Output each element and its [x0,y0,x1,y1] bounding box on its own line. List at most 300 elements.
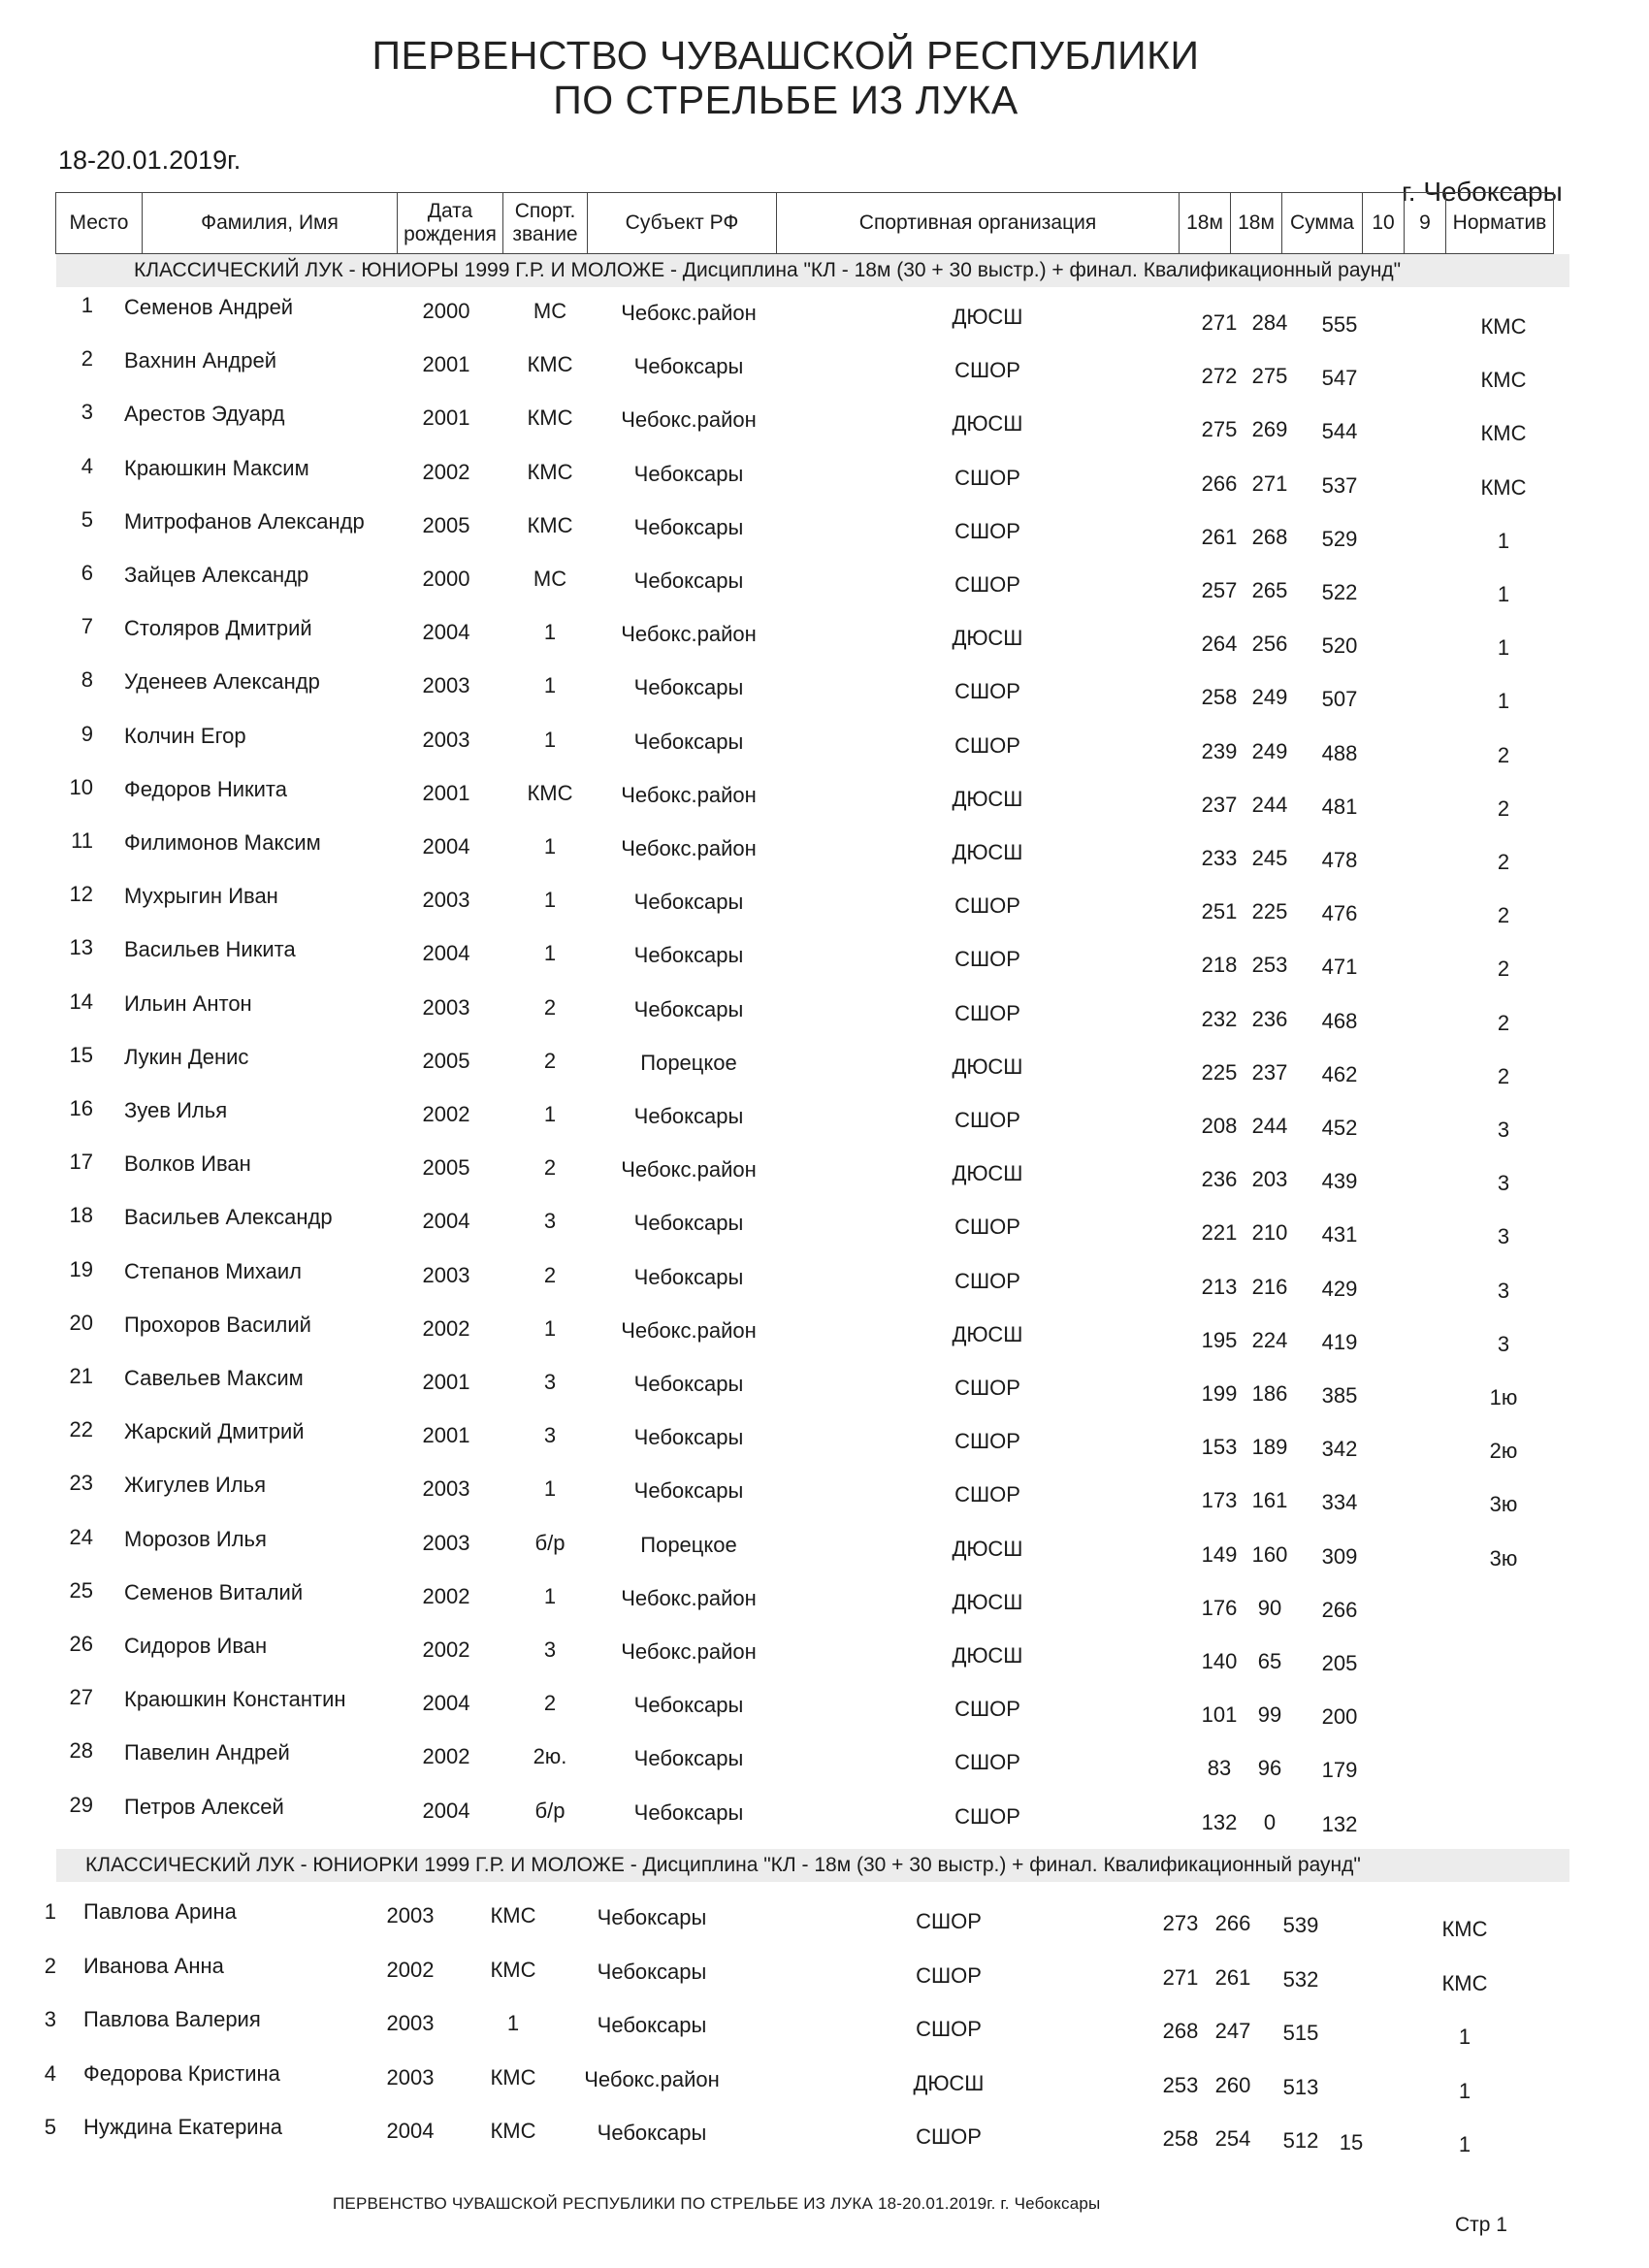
cell-place: 6 [81,561,93,585]
cell-year: 2004 [386,2119,435,2143]
cell-sum: 419 [1321,1329,1358,1354]
cell-score1: 257 [1201,578,1238,602]
cell-score1: 273 [1162,1911,1199,1935]
table-row [0,346,1649,393]
cell-sum: 555 [1321,312,1358,337]
cell-name: Иванова Анна [83,1953,224,1978]
header-nines: 9 [1405,193,1446,254]
cell-place: 11 [71,828,93,853]
results-table-header [55,192,1554,254]
cell-year: 2001 [422,405,470,431]
header-score2: 18м [1231,193,1282,254]
cell-year: 2005 [422,1155,470,1181]
cell-rank: КМС [490,2064,536,2090]
cell-norm: 3 [1497,1224,1510,1249]
cell-org: СШОР [954,465,1020,490]
cell-rank: 2 [543,1155,557,1181]
cell-subject: Чебоксары [633,1746,744,1771]
cell-norm: 3ю [1489,1545,1518,1571]
cell-place: 20 [69,1310,93,1335]
cell-year: 2002 [386,1957,435,1982]
page-footer: ПЕРВЕНСТВО ЧУВАШСКОЙ РЕСПУБЛИКИ ПО СТРЕЛЬБЕ ИЗ ЛУКА 18-20.01.2019г. г. Чебоксары [333,2194,1101,2213]
cell-year: 2002 [422,1102,470,1126]
cell-year: 2000 [422,299,470,323]
cell-year: 2004 [422,941,470,966]
cell-norm: 1 [1497,528,1510,553]
cell-subject: Порецкое [640,1050,737,1075]
cell-score1: 236 [1201,1167,1238,1192]
cell-subject: Чебоксары [633,1693,744,1718]
cell-norm: 3 [1497,1118,1510,1142]
cell-norm: КМС [1441,1970,1488,1995]
cell-rank: 1 [543,941,557,966]
cell-score1: 271 [1162,1964,1199,1990]
cell-score2: 189 [1251,1435,1288,1460]
cell-subject: Порецкое [640,1532,737,1557]
cell-name: Федорова Кристина [83,2060,280,2086]
cell-subject: Чебоксары [597,2121,707,2145]
table-row [0,774,1649,821]
cell-score1: 264 [1201,632,1238,657]
cell-year: 2001 [422,1370,470,1394]
header-norm: Норматив [1446,193,1554,254]
cell-score1: 271 [1201,310,1238,335]
cell-org: ДЮСШ [952,1536,1023,1561]
cell-sum: 462 [1321,1061,1358,1086]
cell-year: 2002 [422,459,470,484]
cell-year: 2003 [422,1476,470,1502]
cell-score2: 261 [1214,1964,1251,1990]
cell-rank: 1 [543,1102,557,1126]
cell-subject: Чебоксары [633,514,744,539]
cell-sum: 476 [1321,901,1358,926]
cell-sum: 488 [1321,740,1358,765]
cell-year: 2003 [422,727,470,752]
cell-name: Петров Алексей [124,1794,284,1819]
table-row [0,1954,1649,1993]
cell-sum: 520 [1321,633,1358,659]
cell-norm: 1 [1458,2078,1471,2103]
cell-org: ДЮСШ [952,411,1023,437]
cell-org: СШОР [954,572,1020,597]
cell-score2: 247 [1214,2019,1251,2043]
cell-score1: 195 [1201,1327,1238,1352]
cell-place: 8 [81,667,93,693]
cell-place: 29 [69,1792,93,1817]
cell-org: СШОР [954,1268,1020,1293]
cell-sum: 179 [1321,1758,1358,1783]
cell-org: СШОР [954,1803,1020,1829]
cell-place: 5 [44,2115,56,2139]
cell-place: 3 [44,2007,56,2031]
cell-rank: 2 [543,1048,557,1073]
cell-place: 16 [69,1096,93,1120]
cell-year: 2001 [422,780,470,805]
header-place: Место [56,193,143,254]
cell-place: 15 [69,1042,93,1067]
cell-name: Павелин Андрей [124,1740,290,1766]
cell-year: 2002 [422,1315,470,1341]
cell-year: 2005 [422,1048,470,1073]
cell-rank: 1 [543,1315,557,1341]
cell-org: СШОР [954,1429,1020,1454]
cell-score1: 225 [1201,1059,1238,1085]
cell-year: 2003 [422,1530,470,1555]
cell-rank: 1 [506,2011,520,2035]
table-row [0,2060,1649,2103]
cell-sum: 544 [1321,419,1358,444]
cell-score2: 260 [1214,2072,1251,2097]
cell-org: ДЮСШ [952,305,1023,329]
cell-name: Колчин Егор [124,723,246,748]
cell-score1: 266 [1201,470,1238,496]
cell-year: 2000 [422,567,470,591]
cell-name: Семенов Виталий [124,1579,304,1604]
cell-org: СШОР [916,2017,982,2041]
cell-name: Павлова Арина [83,1899,237,1924]
cell-name: Васильев Никита [124,937,296,962]
cell-score1: 261 [1201,524,1238,549]
header-score1: 18м [1180,193,1231,254]
cell-rank: КМС [490,1957,536,1982]
table-row [0,828,1649,874]
cell-name: Лукин Денис [124,1044,249,1069]
cell-norm: 2 [1497,1010,1510,1035]
cell-place: 23 [69,1471,93,1496]
cell-place: 17 [69,1150,93,1175]
cell-subject: Чебоксары [633,675,744,700]
cell-score1: 208 [1201,1114,1238,1138]
cell-year: 2002 [422,1637,470,1662]
cell-org: ДЮСШ [952,1053,1023,1079]
cell-org: ДЮСШ [952,626,1023,651]
cell-sum: 522 [1321,580,1358,604]
cell-sum: 537 [1321,472,1358,498]
cell-place: 3 [81,400,93,425]
cell-org: ДЮСШ [952,1161,1023,1186]
cell-norm: 1 [1497,635,1510,661]
cell-norm: 3ю [1489,1492,1518,1517]
cell-score1: 218 [1201,953,1238,978]
cell-norm: 2 [1497,850,1510,874]
cell-norm: 1 [1497,582,1510,606]
cell-sum: 539 [1282,1913,1319,1937]
cell-rank: 3 [543,1423,557,1448]
cell-year: 2004 [422,1209,470,1234]
cell-subject: Чебокс.район [621,1157,757,1183]
cell-score1: 258 [1162,2126,1199,2151]
cell-score1: 153 [1201,1435,1238,1460]
cell-year: 2003 [422,994,470,1020]
cell-norm: 2 [1497,742,1510,767]
cell-score2: 90 [1257,1595,1282,1620]
cell-place: 4 [44,2060,56,2086]
cell-name: Мухрыгин Иван [124,884,278,909]
cell-rank: МС [533,299,567,323]
cell-sum: 200 [1321,1704,1358,1730]
cell-rank: 1 [543,1476,557,1502]
cell-sum: 512 [1282,2128,1319,2153]
cell-name: Савельев Максим [124,1366,304,1390]
cell-rank: 2 [543,1691,557,1716]
cell-sum: 429 [1321,1276,1358,1301]
table-row [0,2007,1649,2049]
cell-name: Митрофанов Александр [124,508,365,534]
cell-score2: 244 [1251,792,1288,817]
cell-name: Степанов Михаил [124,1258,303,1283]
cell-name: Столяров Дмитрий [124,616,312,641]
cell-norm: КМС [1441,1917,1488,1941]
cell-norm: КМС [1480,314,1527,339]
cell-norm: 3 [1497,1331,1510,1356]
cell-score1: 258 [1201,685,1238,710]
cell-year: 2001 [422,1423,470,1448]
cell-rank: 3 [543,1370,557,1394]
cell-score2: 225 [1251,899,1288,924]
cell-score2: 186 [1251,1381,1288,1406]
table-row [0,1417,1649,1464]
section-title-juniors: КЛАССИЧЕСКИЙ ЛУК - ЮНИОРЫ 1999 Г.Р. И МОЛОЖЕ - Дисциплина "КЛ - 18м (30 + 30 выстр.) + финал. Квалификационный раунд" [56,254,1569,287]
cell-year: 2005 [422,512,470,537]
cell-rank: 3 [543,1637,557,1662]
cell-rank: 2 [543,994,557,1020]
cell-sum: 132 [1321,1811,1358,1836]
cell-norm: 2 [1497,795,1510,821]
cell-subject: Чебокс.район [621,1585,757,1610]
cell-norm: 2 [1497,1063,1510,1088]
cell-subject: Чебоксары [597,2013,707,2037]
cell-name: Зуев Илья [124,1098,228,1122]
cell-norm: КМС [1480,474,1527,500]
cell-norm: 2 [1497,903,1510,928]
cell-name: Сидоров Иван [124,1634,268,1658]
table-row [0,1738,1649,1783]
cell-score1: 251 [1201,899,1238,924]
cell-sum: 205 [1321,1651,1358,1675]
cell-score1: 132 [1201,1809,1238,1834]
cell-subject: Чебоксары [597,1959,707,1984]
cell-score1: 233 [1201,846,1238,870]
cell-place: 24 [69,1524,93,1549]
cell-sum: 478 [1321,848,1358,872]
cell-sum: 385 [1321,1383,1358,1408]
cell-name: Прохоров Василий [124,1312,311,1337]
cell-place: 27 [69,1685,93,1710]
cell-name: Ильин Антон [124,990,252,1016]
cell-subject: Чебоксары [633,1799,744,1825]
cell-score2: 269 [1251,417,1288,442]
cell-place: 12 [69,882,93,907]
cell-place: 18 [69,1203,93,1228]
cell-place: 13 [69,935,93,960]
cell-subject: Чебоксары [633,943,744,968]
cell-org: СШОР [954,679,1020,704]
cell-rank: КМС [527,405,573,431]
table-row [0,1792,1649,1836]
cell-score1: 272 [1201,364,1238,389]
cell-norm: 1ю [1489,1385,1518,1409]
cell-score2: 65 [1257,1649,1282,1673]
cell-score1: 199 [1201,1381,1238,1406]
cell-score1: 101 [1201,1702,1238,1728]
header-org: Спортивная организация [777,193,1180,254]
document-title-line1: ПЕРВЕНСТВО ЧУВАШСКОЙ РЕСПУБЛИКИ [372,33,1200,78]
cell-sum: 513 [1282,2074,1319,2099]
header-birth: Дата рождения [398,193,503,254]
page-number: Стр 1 [1455,2214,1507,2236]
cell-rank: КМС [527,352,573,377]
cell-place: 22 [69,1417,93,1442]
cell-place: 10 [69,774,93,799]
cell-year: 2004 [422,1691,470,1716]
cell-score2: 203 [1251,1167,1288,1192]
cell-subject: Чебоксары [633,1264,744,1289]
cell-score2: 254 [1214,2126,1251,2151]
cell-subject: Чебоксары [597,1905,707,1929]
cell-rank: б/р [534,1530,566,1555]
cell-subject: Чебоксары [633,568,744,593]
table-row [0,1899,1649,1941]
header-subject: Субъект РФ [588,193,777,254]
cell-norm: 3 [1497,1278,1510,1303]
cell-subject: Чебоксары [633,1478,744,1504]
cell-norm: 2ю [1489,1439,1518,1464]
cell-rank: б/р [534,1798,566,1823]
cell-subject: Чебоксары [633,1425,744,1450]
table-row [0,1471,1649,1517]
table-row [0,988,1649,1035]
cell-name: Семенов Андрей [124,295,294,319]
cell-sum: 529 [1321,526,1358,551]
cell-year: 2001 [422,352,470,377]
cell-score2: 253 [1251,953,1288,978]
table-row [0,293,1649,339]
cell-rank: 1 [543,888,557,913]
cell-tens: 15 [1339,2130,1364,2155]
table-row [0,400,1649,446]
cell-subject: Чебокс.район [621,1317,757,1343]
cell-year: 2004 [422,620,470,645]
table-row [0,1150,1649,1196]
cell-score2: 271 [1251,470,1288,496]
cell-score2: 0 [1263,1809,1277,1834]
cell-sum: 452 [1321,1116,1358,1140]
cell-subject: Чебоксары [633,354,744,379]
cell-org: ДЮСШ [952,1321,1023,1346]
cell-sum: 334 [1321,1490,1358,1515]
cell-place: 9 [81,721,93,746]
cell-rank: 1 [543,673,557,698]
cell-rank: 3 [543,1209,557,1234]
cell-place: 1 [44,1899,56,1924]
cell-rank: КМС [490,2119,536,2143]
cell-score2: 275 [1251,364,1288,389]
cell-org: СШОР [916,1909,982,1933]
table-row [0,1685,1649,1730]
cell-place: 1 [81,293,93,317]
table-row [0,667,1649,714]
table-row [0,1310,1649,1356]
cell-rank: 2ю. [533,1744,567,1769]
cell-year: 2003 [386,2011,435,2035]
cell-score2: 216 [1251,1274,1288,1299]
cell-score2: 224 [1251,1327,1288,1352]
cell-norm: 2 [1497,956,1510,982]
cell-score1: 275 [1201,417,1238,442]
cell-score1: 221 [1201,1220,1238,1246]
cell-place: 7 [81,614,93,639]
cell-name: Морозов Илья [124,1526,267,1551]
cell-place: 21 [69,1364,93,1388]
table-row [0,1524,1649,1571]
table-row [0,453,1649,500]
cell-sum: 471 [1321,955,1358,980]
cell-year: 2002 [422,1744,470,1769]
cell-norm: КМС [1480,421,1527,446]
cell-score2: 210 [1251,1220,1288,1246]
cell-rank: КМС [527,459,573,484]
cell-year: 2004 [422,1798,470,1823]
cell-name: Филимонов Максим [124,830,321,855]
cell-name: Уденеев Александр [124,669,320,695]
header-tens: 10 [1363,193,1405,254]
cell-rank: КМС [527,512,573,537]
cell-score2: 249 [1251,685,1288,710]
cell-org: СШОР [954,1215,1020,1240]
cell-name: Васильев Александр [124,1205,333,1230]
cell-sum: 468 [1321,1008,1358,1033]
cell-score1: 237 [1201,792,1238,817]
cell-sum: 431 [1321,1222,1358,1247]
cell-org: СШОР [954,1482,1020,1507]
cell-score1: 173 [1201,1488,1238,1513]
cell-org: СШОР [954,947,1020,972]
table-row [0,1364,1649,1409]
table-row [0,1256,1649,1303]
cell-score2: 99 [1257,1702,1282,1728]
cell-score2: 256 [1251,632,1288,657]
cell-score2: 244 [1251,1114,1288,1138]
section-title-junior-women: КЛАССИЧЕСКИЙ ЛУК - ЮНИОРКИ 1999 Г.Р. И МОЛОЖЕ - Дисциплина "КЛ - 18м (30 + 30 выстр.) + финал. Квалификационный раунд" [56,1849,1569,1882]
cell-score1: 83 [1207,1756,1232,1781]
cell-norm: 1 [1458,2025,1471,2049]
cell-org: СШОР [954,732,1020,758]
cell-sum: 266 [1321,1597,1358,1622]
cell-score2: 284 [1251,310,1288,335]
table-row [0,506,1649,553]
cell-org: СШОР [916,1962,982,1988]
cell-score1: 149 [1201,1541,1238,1567]
cell-score1: 232 [1201,1006,1238,1031]
cell-subject: Чебокс.район [621,301,757,325]
event-city: г. Чебоксары [1402,177,1563,207]
cell-rank: КМС [527,780,573,805]
table-row [0,721,1649,767]
table-row [0,882,1649,928]
cell-score1: 268 [1162,2019,1199,2043]
cell-subject: Чебоксары [633,1211,744,1236]
table-row [0,935,1649,982]
cell-score2: 96 [1257,1756,1282,1781]
cell-score1: 239 [1201,738,1238,763]
cell-sum: 481 [1321,794,1358,819]
cell-org: СШОР [954,518,1020,543]
cell-name: Федоров Никита [124,776,287,801]
cell-subject: Чебокс.район [621,407,757,433]
cell-rank: МС [533,567,567,591]
cell-sum: 532 [1282,1966,1319,1992]
cell-place: 4 [81,453,93,478]
